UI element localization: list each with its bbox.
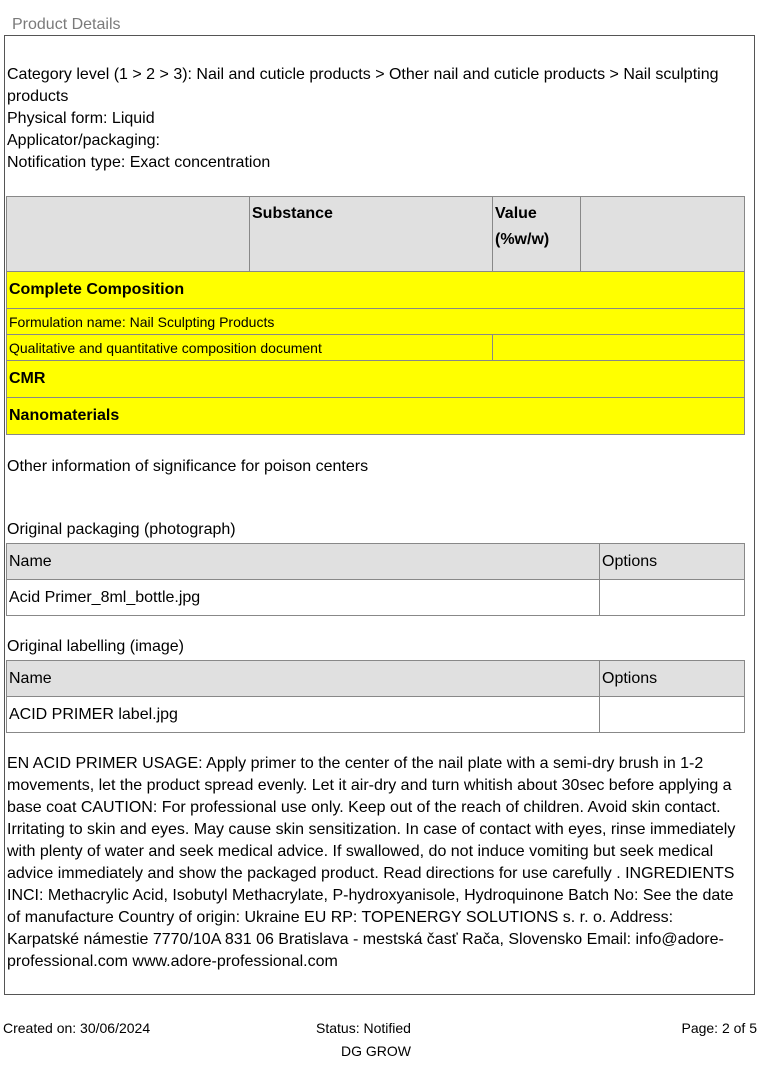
composition-table — [6, 196, 745, 435]
physical-form-line: Physical form: Liquid — [7, 110, 155, 127]
packaging-col-name: Name — [7, 544, 600, 580]
labelling-file-name[interactable]: ACID PRIMER label.jpg — [7, 697, 600, 733]
formulation-name: Formulation name: Nail Sculpting Products — [7, 309, 745, 335]
formulation-row — [7, 309, 745, 335]
complete-composition-label: Complete Composition — [7, 272, 745, 309]
qq-document-value — [493, 335, 745, 361]
notification-type-line: Notification type: Exact concentration — [7, 154, 271, 171]
page-header-title: Product Details — [12, 16, 121, 33]
labelling-label: Original labelling (image) — [7, 638, 184, 655]
qq-document-row — [7, 335, 745, 361]
packaging-header-row — [7, 544, 745, 580]
labelling-col-options: Options — [600, 661, 745, 697]
product-meta — [7, 64, 749, 174]
footer-organization: DG GROW — [341, 1043, 411, 1059]
nanomaterials-row — [7, 398, 745, 435]
packaging-file-options — [600, 580, 745, 616]
qq-document-label: Qualitative and quantitative composition document — [7, 335, 493, 361]
table-row — [7, 580, 745, 616]
labelling-file-options — [600, 697, 745, 733]
label-text-description: EN ACID PRIMER USAGE: Apply primer to the center of the nail plate with a semi-dry brush in 1-2 movements, let the product spread evenly. Let it air-dry and turn whitish about 30sec before applying a base coat CAUTION: For professional use only. Keep out of the reach of children. Avoid skin contact. Irritating to skin and eyes. May cause skin sensitization. In case of contact with eyes, rinse immediately with plenty of water and seek medical advice. If swallowed, do not induce vomiting but seek medical advice immediately and show the packaged product. Read directions for use carefully . INGREDIENTS INCI: Methacrylic Acid, Isobutyl Methacrylate, P-hydroxyanisole, Hydroquinone Batch No: See the date of manufacture Country of origin: Ukraine EU RP: TOPENERGY SOLUTIONS s. r. o. Address: Karpatské námestie 7770/10A 831 06 Bratislava - mestská časť Rača, Slovensko Email: info@adore-professional.com www.adore-professional.com — [7, 755, 736, 970]
applicator-line: Applicator/packaging: — [7, 132, 160, 149]
product-details-frame — [4, 35, 755, 995]
header-value-line1: Value — [495, 205, 537, 222]
footer-page-number: Page: 2 of 5 — [681, 1020, 757, 1036]
poison-centers-note: Other information of significance for poison centers — [7, 458, 369, 475]
packaging-label: Original packaging (photograph) — [7, 521, 236, 538]
composition-header-row — [7, 197, 745, 272]
packaging-file-name[interactable]: Acid Primer_8ml_bottle.jpg — [7, 580, 600, 616]
nanomaterials-label: Nanomaterials — [7, 398, 745, 435]
header-empty-cell — [7, 197, 250, 272]
cmr-label: CMR — [7, 361, 745, 398]
cmr-row — [7, 361, 745, 398]
labelling-col-name: Name — [7, 661, 600, 697]
footer-status: Status: Notified — [316, 1020, 411, 1036]
complete-composition-row — [7, 272, 745, 309]
header-value-line2: (%w/w) — [495, 231, 550, 248]
header-value — [493, 197, 581, 272]
labelling-table — [6, 660, 745, 733]
footer-created-date: Created on: 30/06/2024 — [3, 1020, 151, 1036]
header-substance: Substance — [250, 197, 493, 272]
header-empty-cell-right — [581, 197, 745, 272]
labelling-header-row — [7, 661, 745, 697]
packaging-table — [6, 543, 745, 616]
category-line: Category level (1 > 2 > 3): Nail and cuticle products > Other nail and cuticle products > Nail sculpting products — [7, 66, 719, 105]
table-row — [7, 697, 745, 733]
packaging-col-options: Options — [600, 544, 745, 580]
